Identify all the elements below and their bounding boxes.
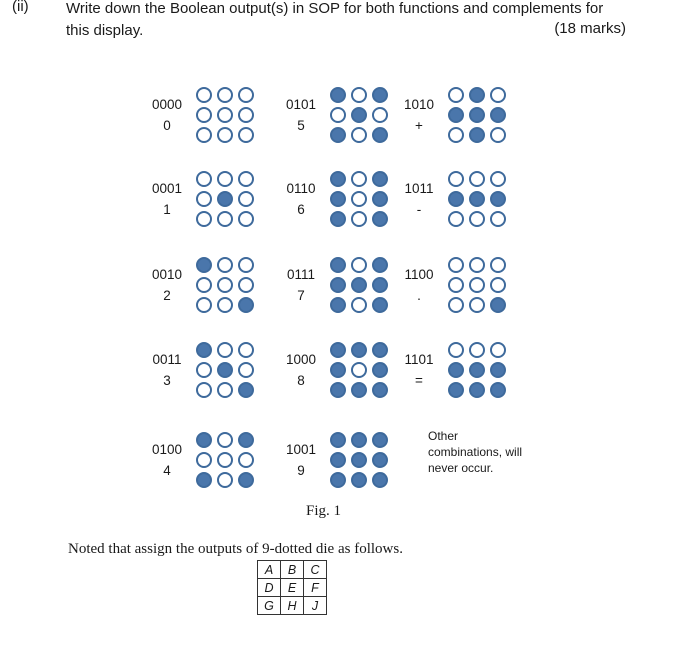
dot-on xyxy=(330,127,346,143)
question-text: Write down the Boolean output(s) in SOP for both functions and complements for this display. xyxy=(66,0,604,39)
dot-off xyxy=(448,127,464,143)
dot-display-entry xyxy=(146,340,264,408)
dot-off xyxy=(238,171,254,187)
dot-on xyxy=(351,472,367,488)
dot-off xyxy=(490,277,506,293)
dot-off xyxy=(217,257,233,273)
dot-on xyxy=(469,382,485,398)
dot-off xyxy=(490,127,506,143)
symbol-label: 8 xyxy=(297,373,305,388)
dot-display-entry xyxy=(280,85,398,153)
dot-off xyxy=(196,87,212,103)
dot-off xyxy=(238,127,254,143)
nine-dot-grid xyxy=(446,255,509,315)
binary-code: 0011 xyxy=(152,352,182,367)
dot-on xyxy=(372,211,388,227)
dot-on xyxy=(330,297,346,313)
dot-on xyxy=(351,107,367,123)
dot-on xyxy=(372,432,388,448)
dot-off xyxy=(217,472,233,488)
dot-off xyxy=(238,87,254,103)
dot-on xyxy=(196,257,212,273)
dot-display-entry xyxy=(146,85,264,153)
dot-off xyxy=(351,171,367,187)
dot-off xyxy=(448,171,464,187)
dot-off xyxy=(196,297,212,313)
dot-off xyxy=(469,342,485,358)
dot-on xyxy=(448,107,464,123)
dot-on xyxy=(448,362,464,378)
dot-off xyxy=(351,87,367,103)
dot-off xyxy=(351,127,367,143)
dot-off xyxy=(351,211,367,227)
dot-off xyxy=(448,87,464,103)
dot-on xyxy=(490,382,506,398)
nine-dot-grid xyxy=(328,169,391,229)
dot-off xyxy=(448,342,464,358)
dot-off xyxy=(469,171,485,187)
dot-on xyxy=(372,277,388,293)
nine-dot-grid xyxy=(328,340,391,400)
dot-off xyxy=(196,277,212,293)
dot-off xyxy=(238,452,254,468)
dot-off xyxy=(490,257,506,273)
dot-off xyxy=(490,87,506,103)
dot-off xyxy=(217,277,233,293)
dot-on xyxy=(490,107,506,123)
binary-code: 0000 xyxy=(151,97,183,112)
nine-dot-grid xyxy=(194,340,257,400)
table-cell: A xyxy=(258,561,281,579)
dot-on xyxy=(372,127,388,143)
table-cell: J xyxy=(304,597,327,615)
dot-off xyxy=(238,191,254,207)
symbol-label: + xyxy=(415,118,423,133)
binary-code: 0100 xyxy=(151,442,183,457)
dot-off xyxy=(469,257,485,273)
dot-on xyxy=(372,472,388,488)
dot-on xyxy=(448,382,464,398)
dot-off xyxy=(330,107,346,123)
dot-on xyxy=(372,362,388,378)
binary-code: 0110 xyxy=(286,181,316,196)
dot-on xyxy=(469,107,485,123)
dot-on xyxy=(330,171,346,187)
symbol-label: 5 xyxy=(297,118,305,133)
binary-code: 1010 xyxy=(403,97,435,112)
dot-off xyxy=(351,297,367,313)
binary-code: 0111 xyxy=(286,267,316,282)
dot-off xyxy=(217,211,233,227)
dot-off xyxy=(448,211,464,227)
dot-on xyxy=(330,211,346,227)
dot-on xyxy=(351,382,367,398)
dot-display-entry xyxy=(146,430,264,498)
symbol-label: 6 xyxy=(297,202,305,217)
binary-code: 0101 xyxy=(285,97,317,112)
dot-on xyxy=(490,191,506,207)
nine-dot-grid xyxy=(194,85,257,145)
dot-off xyxy=(196,171,212,187)
dot-off xyxy=(217,107,233,123)
dot-display-entry xyxy=(280,430,398,498)
dot-on xyxy=(217,362,233,378)
dot-off xyxy=(196,191,212,207)
nine-dot-grid xyxy=(328,255,391,315)
dot-on xyxy=(372,297,388,313)
dot-on xyxy=(351,342,367,358)
dot-off xyxy=(196,107,212,123)
dot-off xyxy=(196,127,212,143)
dot-display-entry xyxy=(398,169,516,237)
dot-display-entry xyxy=(146,169,264,237)
dot-off xyxy=(238,257,254,273)
dot-on xyxy=(448,191,464,207)
dot-on xyxy=(238,472,254,488)
other-combinations-note: Other combinations, will never occur. xyxy=(428,429,523,475)
dot-on xyxy=(330,472,346,488)
dot-on xyxy=(330,342,346,358)
dot-display-entry xyxy=(280,255,398,323)
dot-on xyxy=(330,277,346,293)
dot-on xyxy=(372,342,388,358)
dot-off xyxy=(490,342,506,358)
question-number: (ii) xyxy=(12,0,29,15)
dot-off xyxy=(351,362,367,378)
dot-off xyxy=(217,127,233,143)
dot-on xyxy=(372,87,388,103)
dot-off xyxy=(196,382,212,398)
table-cell: B xyxy=(281,561,304,579)
dot-on xyxy=(372,452,388,468)
dot-off xyxy=(490,171,506,187)
dot-off xyxy=(217,452,233,468)
dot-on xyxy=(490,362,506,378)
table-row xyxy=(258,579,327,597)
dot-on xyxy=(372,171,388,187)
nine-dot-grid xyxy=(328,430,391,490)
dot-on xyxy=(372,191,388,207)
dot-on xyxy=(469,87,485,103)
dot-off xyxy=(217,297,233,313)
symbol-label: 7 xyxy=(297,288,305,303)
question-marks: (18 marks) xyxy=(554,20,626,37)
dot-off xyxy=(196,452,212,468)
dot-on xyxy=(330,257,346,273)
dot-on xyxy=(330,382,346,398)
symbol-label: - xyxy=(416,202,422,217)
dot-on xyxy=(469,127,485,143)
dot-on xyxy=(330,191,346,207)
dot-off xyxy=(469,277,485,293)
table-cell: G xyxy=(258,597,281,615)
dot-on xyxy=(372,257,388,273)
dot-off xyxy=(490,211,506,227)
dot-on xyxy=(238,432,254,448)
dot-off xyxy=(448,297,464,313)
dot-on xyxy=(196,342,212,358)
dot-on xyxy=(196,472,212,488)
dot-on xyxy=(196,432,212,448)
dot-on xyxy=(351,452,367,468)
dot-on xyxy=(469,191,485,207)
dot-on xyxy=(238,382,254,398)
symbol-label: 9 xyxy=(297,463,305,478)
dot-on xyxy=(330,362,346,378)
dot-off xyxy=(217,432,233,448)
dot-off xyxy=(238,211,254,227)
dot-off xyxy=(238,362,254,378)
dot-display-entry xyxy=(146,255,264,323)
dot-off xyxy=(469,297,485,313)
symbol-label: 0 xyxy=(163,118,171,133)
nine-dot-grid xyxy=(194,430,257,490)
output-assignment-table xyxy=(257,560,327,615)
binary-code: 0010 xyxy=(151,267,183,282)
dot-on xyxy=(490,297,506,313)
symbol-label: = xyxy=(415,373,423,388)
dot-display-entry xyxy=(280,340,398,408)
table-cell: E xyxy=(281,579,304,597)
symbol-label: . xyxy=(417,288,421,303)
table-cell: D xyxy=(258,579,281,597)
dot-off xyxy=(469,211,485,227)
binary-code: 1011 xyxy=(404,181,434,196)
dot-on xyxy=(330,87,346,103)
dot-off xyxy=(196,211,212,227)
figure-caption: Fig. 1 xyxy=(306,503,342,519)
dot-display-entry xyxy=(398,85,516,153)
dot-off xyxy=(196,362,212,378)
nine-dot-grid xyxy=(194,169,257,229)
dot-on xyxy=(351,277,367,293)
dot-off xyxy=(372,107,388,123)
dot-off xyxy=(238,277,254,293)
binary-code: 1000 xyxy=(285,352,317,367)
dot-off xyxy=(238,342,254,358)
symbol-label: 3 xyxy=(163,373,171,388)
nine-dot-grid xyxy=(446,169,509,229)
dot-off xyxy=(448,277,464,293)
nine-dot-grid xyxy=(194,255,257,315)
dot-off xyxy=(351,257,367,273)
nine-dot-grid xyxy=(446,85,509,145)
binary-code: 0001 xyxy=(151,181,183,196)
dot-on xyxy=(217,191,233,207)
dot-display-entry xyxy=(280,169,398,237)
dot-off xyxy=(217,342,233,358)
dot-display-entry xyxy=(398,255,516,323)
table-row xyxy=(258,561,327,579)
table-cell: C xyxy=(304,561,327,579)
table-cell: H xyxy=(281,597,304,615)
dot-on xyxy=(351,432,367,448)
binary-code: 1001 xyxy=(285,442,317,457)
nine-dot-grid xyxy=(446,340,509,400)
dot-off xyxy=(448,257,464,273)
nine-dot-grid xyxy=(328,85,391,145)
dot-off xyxy=(217,382,233,398)
binary-code: 1101 xyxy=(404,352,434,367)
binary-code: 1100 xyxy=(404,267,434,282)
symbol-label: 4 xyxy=(163,463,171,478)
assignment-note: Noted that assign the outputs of 9-dotted die as follows. xyxy=(68,541,403,557)
table-cell: F xyxy=(304,579,327,597)
symbol-label: 1 xyxy=(163,202,171,217)
dot-display-entry xyxy=(398,340,516,408)
symbol-label: 2 xyxy=(163,288,171,303)
dot-on xyxy=(238,297,254,313)
dot-on xyxy=(469,362,485,378)
dot-off xyxy=(351,191,367,207)
dot-on xyxy=(330,432,346,448)
dot-on xyxy=(330,452,346,468)
dot-on xyxy=(372,382,388,398)
dot-off xyxy=(217,87,233,103)
dot-off xyxy=(238,107,254,123)
dot-off xyxy=(217,171,233,187)
table-row xyxy=(258,597,327,615)
